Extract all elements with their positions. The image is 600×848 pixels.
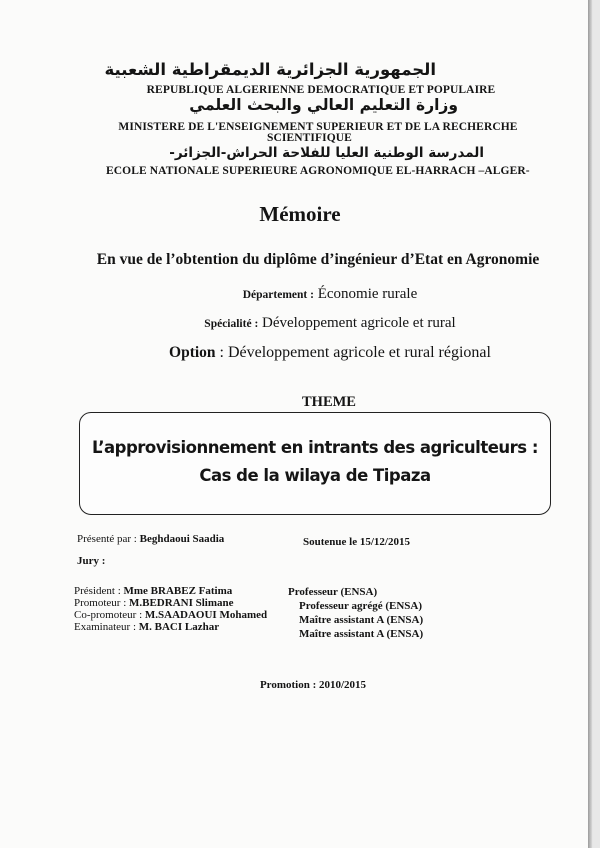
document-subtitle: En vue de l’obtention du diplôme d’ingénieur d’Etat en Agronomie — [96, 251, 540, 268]
specialty-field — [0, 315, 600, 332]
arabic-school-title: المدرسة الوطنية العليا للفلاحة الحراش-الجزائر- — [169, 145, 484, 161]
jury-name: M.BEDRANI Slimane — [129, 597, 234, 609]
jury-title: Maître assistant A (ENSA) — [299, 614, 424, 626]
option-value: : Développement agricole et rural régional — [219, 344, 491, 361]
presenter-field — [77, 533, 224, 545]
jury-title: Professeur agrégé (ENSA) — [299, 600, 423, 612]
jury-row — [74, 609, 267, 621]
jury-title: Professeur (ENSA) — [288, 586, 378, 598]
presenter-label: Présenté par : — [77, 533, 137, 545]
jury-row — [74, 597, 234, 609]
option-field — [0, 344, 600, 362]
jury-row — [74, 621, 219, 633]
jury-role: Président : — [74, 585, 121, 597]
theme-title-line1: L’approvisionnement en intrants des agriculteurs : — [92, 438, 538, 457]
presenter-name: Beghdaoui Saadia — [139, 533, 225, 545]
french-school-title: ECOLE NATIONALE SUPERIEURE AGRONOMIQUE EL-HARRACH –ALGER- — [106, 165, 530, 177]
specialty-value: Développement agricole et rural — [262, 315, 456, 331]
specialty-label: Spécialité : — [204, 318, 259, 330]
department-field — [0, 286, 600, 303]
french-ministry-line2: SCIENTIFIQUE — [267, 132, 352, 144]
jury-label: Jury : — [77, 555, 106, 567]
option-label: Option — [169, 344, 216, 361]
jury-role: Examinateur : — [74, 621, 137, 633]
promotion-years: Promotion : 2010/2015 — [259, 679, 367, 691]
jury-row — [74, 585, 232, 597]
theme-label: THEME — [302, 394, 356, 410]
document-title: Mémoire — [259, 202, 341, 226]
department-value: Économie rurale — [317, 286, 418, 302]
theme-box — [79, 412, 551, 515]
arabic-ministry-title: وزارة التعليم العالي والبحث العلمي — [189, 96, 458, 114]
french-republic-title: REPUBLIQUE ALGERIENNE DEMOCRATIQUE ET POPULAIRE — [146, 84, 496, 96]
jury-name: M. BACI Lazhar — [138, 621, 220, 633]
jury-role: Co-promoteur : — [74, 609, 143, 621]
jury-role: Promoteur : — [74, 597, 127, 609]
jury-name: Mme BRABEZ Fatima — [123, 585, 233, 597]
defense-date: Soutenue le 15/12/2015 — [303, 536, 410, 548]
department-label: Département : — [242, 289, 314, 301]
jury-name: M.SAADAOUI Mohamed — [144, 609, 268, 621]
jury-title: Maître assistant A (ENSA) — [299, 628, 424, 640]
french-ministry-line1: MINISTERE DE L'ENSEIGNEMENT SUPERIEUR ET DE LA RECHERCHE — [118, 121, 518, 133]
arabic-republic-title: الجمهورية الجزائرية الديمقراطية الشعبية — [104, 60, 436, 79]
theme-title-line2: Cas de la wilaya de Tipaza — [199, 466, 431, 485]
